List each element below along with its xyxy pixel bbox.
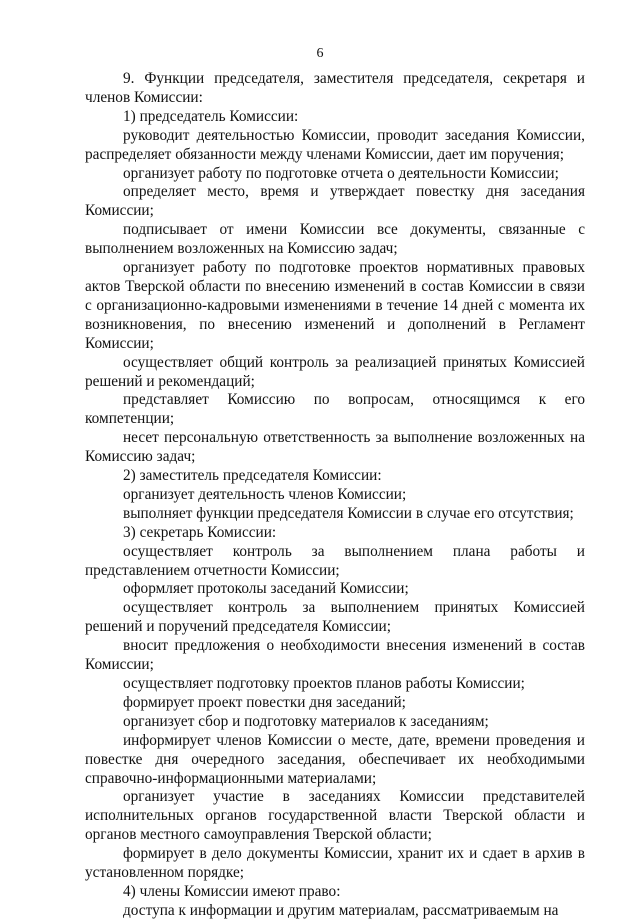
paragraph: осуществляет контроль за выполнением принятых Комиссией решений и поручений председателя Комиссии; [85,599,585,636]
paragraph: доступа к информации и другим материалам, рассматриваемым на [123,901,559,919]
paragraph: 1) председатель Комиссии: [123,107,299,125]
document-body [85,70,585,921]
paragraph: руководит деятельностью Комиссии, проводит заседания Комиссии, распределяет обязанности между членами Комиссии, дает им поручения; [85,126,585,163]
paragraph: вносит предложения о необходимости внесения изменений в состав Комиссии; [85,637,585,674]
paragraph: представляет Комиссию по вопросам, относящимся к его компетенции; [85,391,585,428]
paragraph: информирует членов Комиссии о месте, дате, времени проведения и повестке дня очередного заседания, обеспечивает их необходимыми справочно-информационными материалами; [85,731,585,787]
paragraph: организует работу по подготовке отчета о деятельности Комиссии; [123,164,559,182]
paragraph: формирует проект повестки дня заседаний; [123,693,406,711]
paragraph: несет персональную ответственность за выполнение возложенных на Комиссию задач; [85,429,585,466]
paragraph: организует сбор и подготовку материалов к заседаниям; [123,712,489,730]
paragraph: 2) заместитель председателя Комиссии: [123,467,382,485]
paragraph: оформляет протоколы заседаний Комиссии; [123,580,409,598]
paragraph: осуществляет общий контроль за реализацией принятых Комиссией решений и рекомендаций; [85,353,585,390]
paragraph: осуществляет подготовку проектов планов работы Комиссии; [123,675,525,692]
paragraph: организует участие в заседаниях Комиссии представителей исполнительных органов государственной власти Тверской области и органов местного самоуправления Тверской области; [85,788,585,844]
paragraph: выполняет функции председателя Комиссии в случае его отсутствия; [123,504,574,522]
paragraph: организует деятельность членов Комиссии; [123,485,407,503]
paragraph: осуществляет контроль за выполнением плана работы и представлением отчетности Комиссии; [85,542,585,579]
paragraph: организует работу по подготовке проектов нормативных правовых актов Тверской области по внесению изменений в состав Комиссии в связи с организационно-кадровыми изменениями в течение 14 дней с момента их возникновения, по внесению изменений и дополнений в Регламент Комиссии; [85,259,585,352]
paragraph: формирует в дело документы Комиссии, хранит их и сдает в архив в установленном порядке; [85,845,585,882]
paragraph: подписывает от имени Комиссии все документы, связанные с выполнением возложенных на Комиссию задач; [85,221,585,258]
paragraph: 9. Функции председателя, заместителя председателя, секретаря и членов Комиссии: [85,70,585,106]
page-number: 6 [316,46,324,61]
paragraph: определяет место, время и утверждает повестку дня заседания Комиссии; [85,183,585,220]
paragraph: 4) члены Комиссии имеют право: [123,882,341,900]
paragraph: 3) секретарь Комиссии: [123,523,277,541]
